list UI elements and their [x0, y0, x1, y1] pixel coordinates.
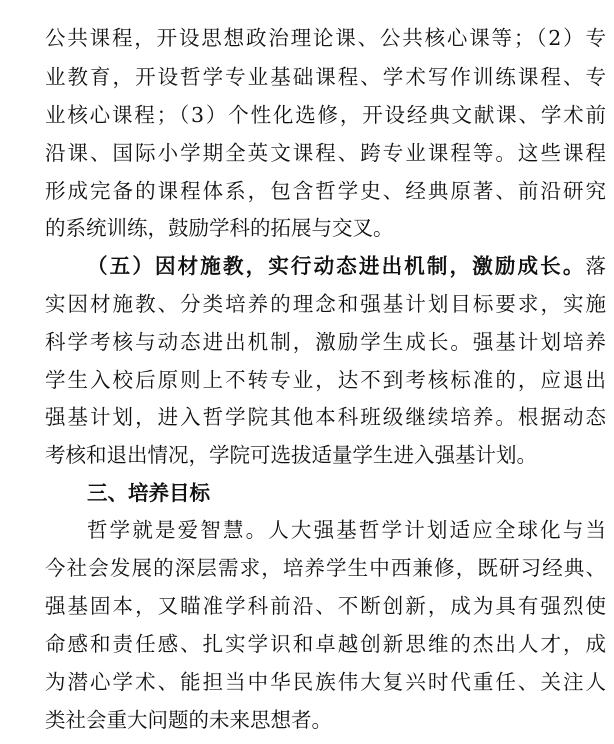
section-five-lead-tail: 落 — [585, 254, 606, 278]
paragraph-line: 考核和退出情况，学院可选拔适量学生进入强基计划。 — [45, 443, 537, 467]
section-five-heading: （五）因材施教，实行动态进出机制，激励成长。 — [87, 254, 586, 278]
paragraph-line: 为潜心学术、能担当中华民族伟大复兴时代重任、关注人 — [45, 670, 606, 694]
paragraph-line: 学生入校后原则上不转专业，达不到考核标准的，应退出 — [45, 368, 606, 392]
paragraph-line: 科学考核与动态进出机制，激励学生成长。强基计划培养 — [45, 330, 606, 354]
paragraph-line: 沿课、国际小学期全英文课程、跨专业课程等。这些课程 — [45, 141, 606, 165]
paragraph-line: 今社会发展的深层需求，培养学生中西兼修，既研习经典、 — [45, 556, 606, 580]
paragraph-line: 业核心课程；（3）个性化选修，开设经典文献课、学术前 — [45, 103, 606, 127]
section-five-first-line — [0, 248, 614, 285]
section-three-heading: 三、培养目标 — [87, 481, 210, 505]
paragraph-line: 命感和责任感、扎实学识和卓越创新思维的杰出人才，成 — [45, 632, 606, 656]
paragraph-line: 实因材施教、分类培养的理念和强基计划目标要求，实施 — [45, 292, 606, 316]
paragraph-line: 形成完备的课程体系，包含哲学史、经典原著、前沿研究 — [45, 179, 606, 203]
paragraph-line: 类社会重大问题的未来思想者。 — [45, 708, 332, 732]
paragraph-line: 哲学就是爱智慧。人大强基哲学计划适应全球化与当 — [87, 518, 606, 542]
paragraph-line: 业教育，开设哲学专业基础课程、学术写作训练课程、专 — [45, 65, 606, 89]
paragraph-line: 的系统训练，鼓励学科的拓展与交叉。 — [45, 216, 394, 240]
paragraph-line: 强基固本，又瞄准学科前沿、不断创新，成为具有强烈使 — [45, 594, 606, 618]
paragraph-line: 公共课程，开设思想政治理论课、公共核心课等；（2）专 — [45, 26, 606, 50]
paragraph-line: 强基计划，进入哲学院其他本科班级继续培养。根据动态 — [45, 405, 606, 429]
